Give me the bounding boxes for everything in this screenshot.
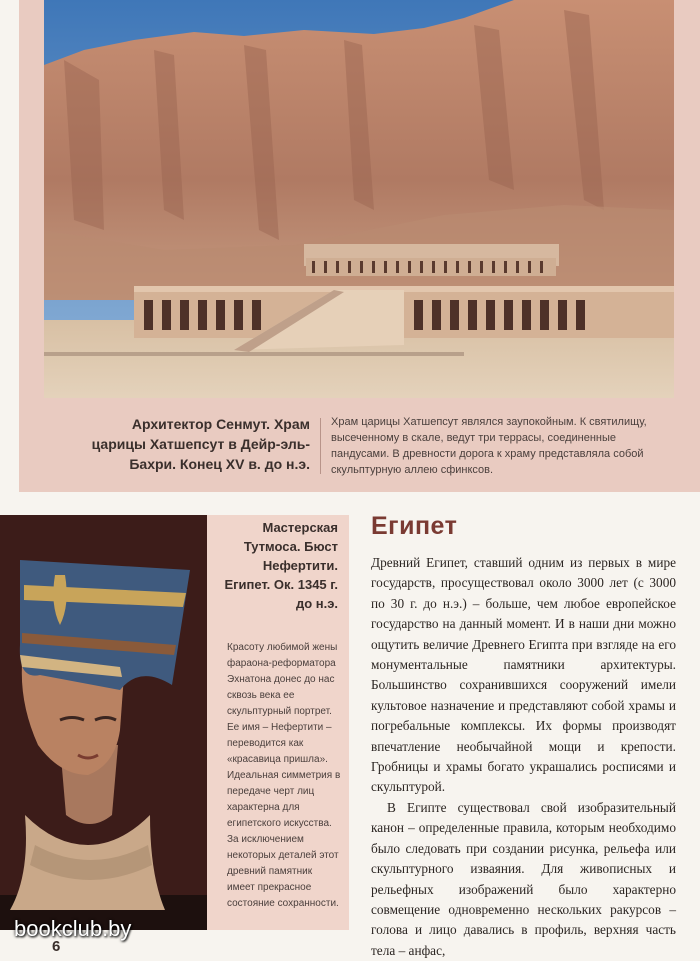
article-paragraph-2: В Египте существовал свой изобразительный канон – определенные правила, которым необходимо было следовать при создании рисунка, рельефа или скульптурного изваяния. Для живописных и рельефных изображений было характерно совмещение одновременно нескольких ракурсов – голова и лицо давались в профиль, верхняя часть тела – анфас,: [371, 799, 676, 958]
caption-divider: [320, 418, 321, 474]
watermark-logo: bookclub.by: [14, 916, 132, 941]
article-paragraph-1: Древний Египет, ставший одним из первых в мире государств, просуществовал около 3000 лет (с 3000 по 30 г. до н.э.) – больше, чем любое европейское государство на данный момент. И в наши дни можно ощутить величие Древнего Египта при взгляде на его монументальные памятники архитектуры. Большинство сохранившихся сооружений имели культовое назначение и представляют собой храмы и погребальные комплексы. Их формы производят впечатление необычайной мощи и крепости. Гробницы и храмы богато украшались росписями и скульптурой.: [371, 555, 676, 795]
bust-caption-title: Мастерская Тутмоса. Бюст Нефертити. Египет. Ок. 1345 г. до н.э.: [224, 520, 338, 611]
nefertiti-bust-photo: [0, 515, 207, 930]
temple-caption-title: Архитектор Сенмут. Храм царицы Хатшепсут в Дейр-эль-Бахри. Конец XV в. до н.э.: [91, 416, 310, 472]
section-title: Египет: [371, 512, 458, 540]
temple-caption-text: Храм царицы Хатшепсут являлся заупокойным. К святилищу, высеченному в скале, ведут три террасы, соединенные пандусами. В древности дорога к храму представляла собой скульптурную аллею сфинксов.: [331, 416, 647, 476]
article-body: [371, 553, 676, 961]
bust-caption-text: Красоту любимой жены фараона-реформатора Эхнатона донес до нас сквозь века ее скульптурный портрет. Ее имя – Нефертити – переводится как «красавица пришла». Идеальная симметрия в передаче черт лиц характерна для египетского искусства. За исключением некоторых деталей этот древний памятник имеет прекрасное состояние сохранности.: [227, 642, 341, 909]
temple-photo: [44, 0, 674, 398]
page-number: 6: [52, 938, 61, 955]
